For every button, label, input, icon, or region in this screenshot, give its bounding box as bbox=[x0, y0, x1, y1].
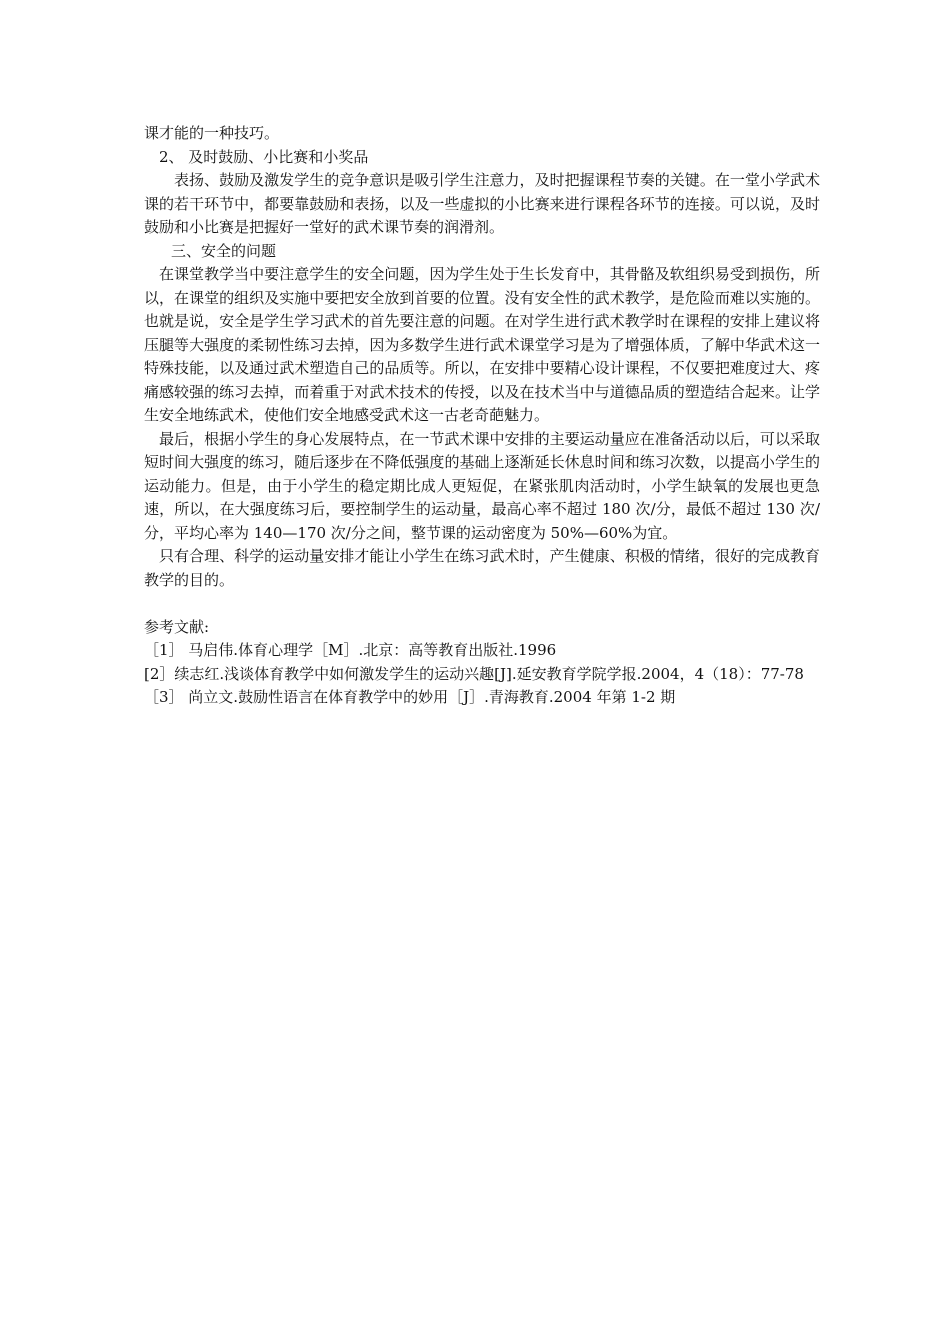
section-3-paragraph: 最后，根据小学生的身心发展特点，在一节武术课中安排的主要运动量应在准备活动以后，可以采取短时间大强度的练习，随后逐步在不降低强度的基础上逐渐延长休息时间和练习次数，以提高小学生的运动能力。但是，由于小学生的稳定期比成人更短促，在紧张肌肉活动时，小学生缺氧的发展也更急速，所以，在大强度练习后，要控制学生的运动量，最高心率不超过 180 次/分，最低不超过 130 次/分，平均心率为 140—170 次/分之间，整节课的运动密度为 50%—60%为宜。 bbox=[144, 429, 820, 542]
spacer bbox=[144, 592, 820, 616]
reference-item: [2］续志红.浅谈体育教学中如何激发学生的运动兴趣[J].延安教育学院学报.2004，4（18）：77-78 bbox=[144, 664, 804, 683]
section-2-body: 表扬、鼓励及激发学生的竞争意识是吸引学生注意力，及时把握课程节奏的关键。在一堂小学武术课的若干环节中，都要靠鼓励和表扬，以及一些虚拟的小比赛来进行课程各环节的连接。可以说，及时鼓励和小比赛是把握好一堂好的武术课节奏的润滑剂。 bbox=[144, 171, 820, 236]
section-2-heading: 2、 及时鼓励、小比赛和小奖品 bbox=[159, 147, 369, 166]
reference-item: ［3］ 尚立文.鼓励性语言在体育教学中的妙用［J］.青海教育.2004 年第 1-2 期 bbox=[144, 688, 676, 706]
section-3-paragraph: 只有合理、科学的运动量安排才能让小学生在练习武术时，产生健康、积极的情绪，很好的完成教育教学的目的。 bbox=[144, 547, 820, 589]
section-3-heading: 三、安全的问题 bbox=[171, 241, 277, 260]
section-3-paragraph: 在课堂教学当中要注意学生的安全问题，因为学生处于生长发育中，其骨骼及软组织易受到损伤，所以，在课堂的组织及实施中要把安全放到首要的位置。没有安全性的武术教学，是危险而难以实施的。也就是说，安全是学生学习武术的首先要注意的问题。在对学生进行武术教学时在课程的安排上建议将压腿等大强度的柔韧性练习去掉，因为多数学生进行武术课堂学习是为了增强体质，了解中华武术这一特殊技能，以及通过武术塑造自己的品质等。所以，在安排中要精心设计课程，不仅要把难度过大、疼痛感较强的练习去掉，而着重于对武术技术的传授，以及在技术当中与道德品质的塑造结合起来。让学生安全地练武术，使他们安全地感受武术这一古老奇葩魅力。 bbox=[144, 265, 820, 424]
reference-item: ［1］ 马启伟.体育心理学［M］.北京：高等教育出版社.1996 bbox=[144, 641, 557, 659]
intro-line: 课才能的一种技巧。 bbox=[144, 124, 280, 142]
references-heading: 参考文献: bbox=[144, 617, 210, 636]
document-page bbox=[144, 122, 820, 710]
